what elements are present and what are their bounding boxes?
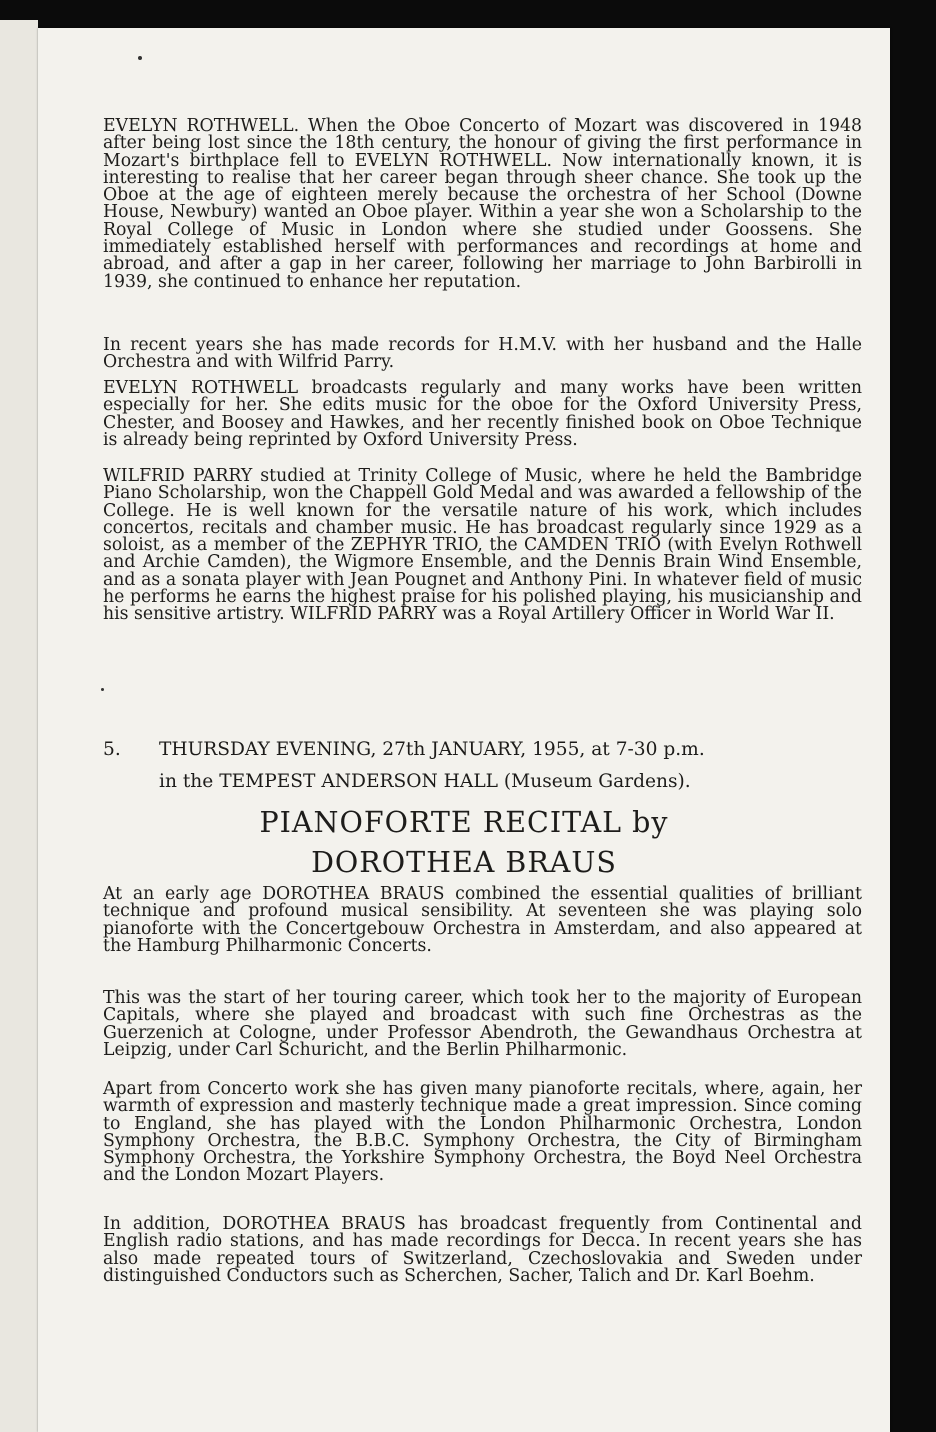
braus-early-career-paragraph: At an early age DOROTHEA BRAUS combined the essential qualities of brilliant technique and profound musical sensibility. At seventeen she was playing solo pianoforte with the Concertgebouw Orchestra in Amsterdam, and also appeared at the Hamburg Philharmonic Concerts.: [103, 884, 862, 956]
rothwell-broadcasts-paragraph: EVELYN ROTHWELL broadcasts regularly and many works have been written especially for her. She edits music for the oboe for the Oxford University Press, Chester, and Boosey and Hawkes, and her recently finished book on Oboe Technique is already being reprinted by Oxford University Press.: [103, 378, 862, 450]
event-date-time: THURSDAY EVENING, 27th JANUARY, 1955, at 7-30 p.m.: [159, 739, 705, 760]
recital-title: PIANOFORTE RECITAL by: [259, 806, 669, 839]
rothwell-bio-paragraph: EVELYN ROTHWELL. When the Oboe Concerto of Mozart was discovered in 1948 after being lost since the 18th century, the honour of giving the first performance in Mozart's birthplace fell to EVELYN ROTHWELL. Now internationally known, it is interesting to realise that her career began through sheer chance. She took up the Oboe at the age of eighteen merely because the orchestra of her School (Downe House, Newbury) wanted an Oboe player. Within a year she won a Scholarship to the Royal College of Music in London where she studied under Goossens. She immediately established herself with performances and recordings at home and abroad, and after a gap in her career, following her marriage to John Barbirolli in 1939, she continued to enhance her reputation.: [103, 116, 862, 292]
braus-touring-paragraph: This was the start of her touring career, which took her to the majority of European Capitals, where she played and broadcast with such fine Orchestras as the Guerzenich at Cologne, under Professor Abendroth, the Gewandhaus Orchestra at Leipzig, under Carl Schuricht, and the Berlin Philharmonic.: [103, 988, 862, 1060]
parry-bio-paragraph: WILFRID PARRY studied at Trinity College of Music, where he held the Bambridge Piano Scholarship, won the Chappell Gold Medal and was awarded a fellowship of the College. He is well known for the versatile nature of his work, which includes concertos, recitals and chamber music. He has broadcast regularly since 1929 as a soloist, as a member of the ZEPHYR TRIO, the CAMDEN TRIO (with Evelyn Rothwell and Archie Camden), the Wigmore Ensemble, and the Dennis Brain Wind Ensemble, and as a sonata player with Jean Pougnet and Anthony Pini. In whatever field of music he performs he earns the highest praise for his polished playing, his musicianship and his sensitive artistry. WILFRID PARRY was a Royal Artillery Officer in World War II.: [103, 466, 862, 625]
event-venue: in the TEMPEST ANDERSON HALL (Museum Gardens).: [159, 771, 691, 792]
programme-page: [38, 28, 890, 1432]
braus-broadcasts-paragraph: In addition, DOROTHEA BRAUS has broadcast frequently from Continental and English radio stations, and has made recordings for Decca. In recent years she has also made repeated tours of Switzerland, Czechoslovakia and Sweden under distinguished Conductors such as Scherchen, Sacher, Talich and Dr. Karl Boehm.: [103, 1214, 862, 1286]
braus-recitals-paragraph: Apart from Concerto work she has given many pianoforte recitals, where, again, her warmth of expression and masterly technique made a great impression. Since coming to England, she has played with the London Philharmonic Orchestra, London Symphony Orchestra, the B.B.C. Symphony Orchestra, the City of Birmingham Symphony Orchestra, the Yorkshire Symphony Orchestra, the Boyd Neel Orchestra and the London Mozart Players.: [103, 1079, 862, 1186]
adjacent-page-edge: [0, 20, 38, 1432]
ink-speck: [138, 56, 142, 60]
rothwell-records-paragraph: In recent years she has made records for H.M.V. with her husband and the Halle Orchestra and with Wilfrid Parry.: [103, 335, 862, 373]
ink-speck: [101, 688, 104, 691]
performer-name: DOROTHEA BRAUS: [311, 846, 617, 879]
event-number: 5.: [103, 739, 121, 760]
